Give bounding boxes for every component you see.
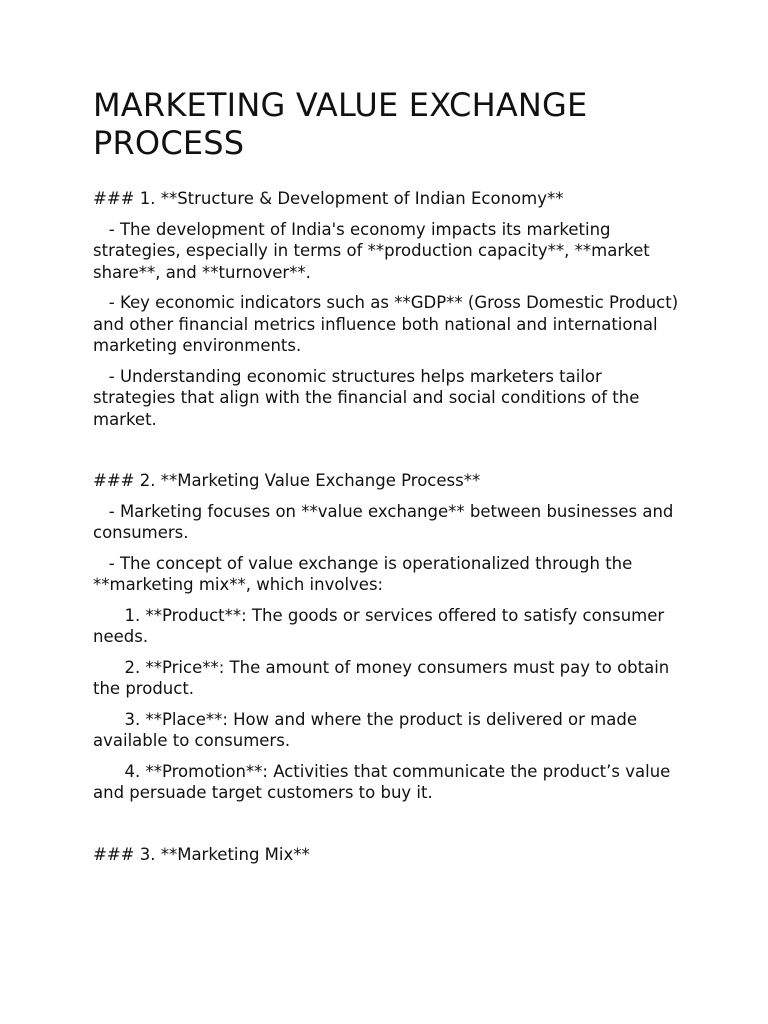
list-item: 3. **Place**: How and where the product is delivered or made available to consumers.: [93, 709, 643, 750]
paragraph: - Understanding economic structures helps marketers tailor strategies that align with the financial and social conditions of the market.: [93, 366, 645, 429]
section-3: [93, 844, 683, 866]
section-2: [93, 470, 683, 804]
document-title: MARKETING VALUE EXCHANGE PROCESS: [93, 86, 588, 162]
paragraph: - Key economic indicators such as **GDP** (Gross Domestic Product) and other financial metrics influence both national and international marketing environments.: [93, 293, 684, 355]
section-spacer: [93, 813, 683, 844]
section-spacer: [93, 439, 683, 470]
paragraph: - The development of India's economy impacts its marketing strategies, especially in terms of **production capacity**, **market share**, and **turnover**.: [93, 219, 655, 282]
list-item: 4. **Promotion**: Activities that communicate the product’s value and persuade target customers to buy it.: [93, 761, 676, 802]
section-heading: ### 1. **Structure & Development of Indian Economy**: [93, 189, 564, 208]
document-page: [93, 86, 683, 874]
section-heading: ### 2. **Marketing Value Exchange Process**: [93, 471, 481, 490]
paragraph: - The concept of value exchange is operationalized through the **marketing mix**, which involves:: [93, 553, 638, 594]
list-item: 1. **Product**: The goods or services offered to satisfy consumer needs.: [93, 605, 670, 646]
section-1: [93, 188, 683, 430]
list-item: 2. **Price**: The amount of money consumers must pay to obtain the product.: [93, 657, 675, 698]
section-heading: ### 3. **Marketing Mix**: [93, 844, 310, 864]
paragraph: - Marketing focuses on **value exchange** between businesses and consumers.: [93, 501, 679, 542]
